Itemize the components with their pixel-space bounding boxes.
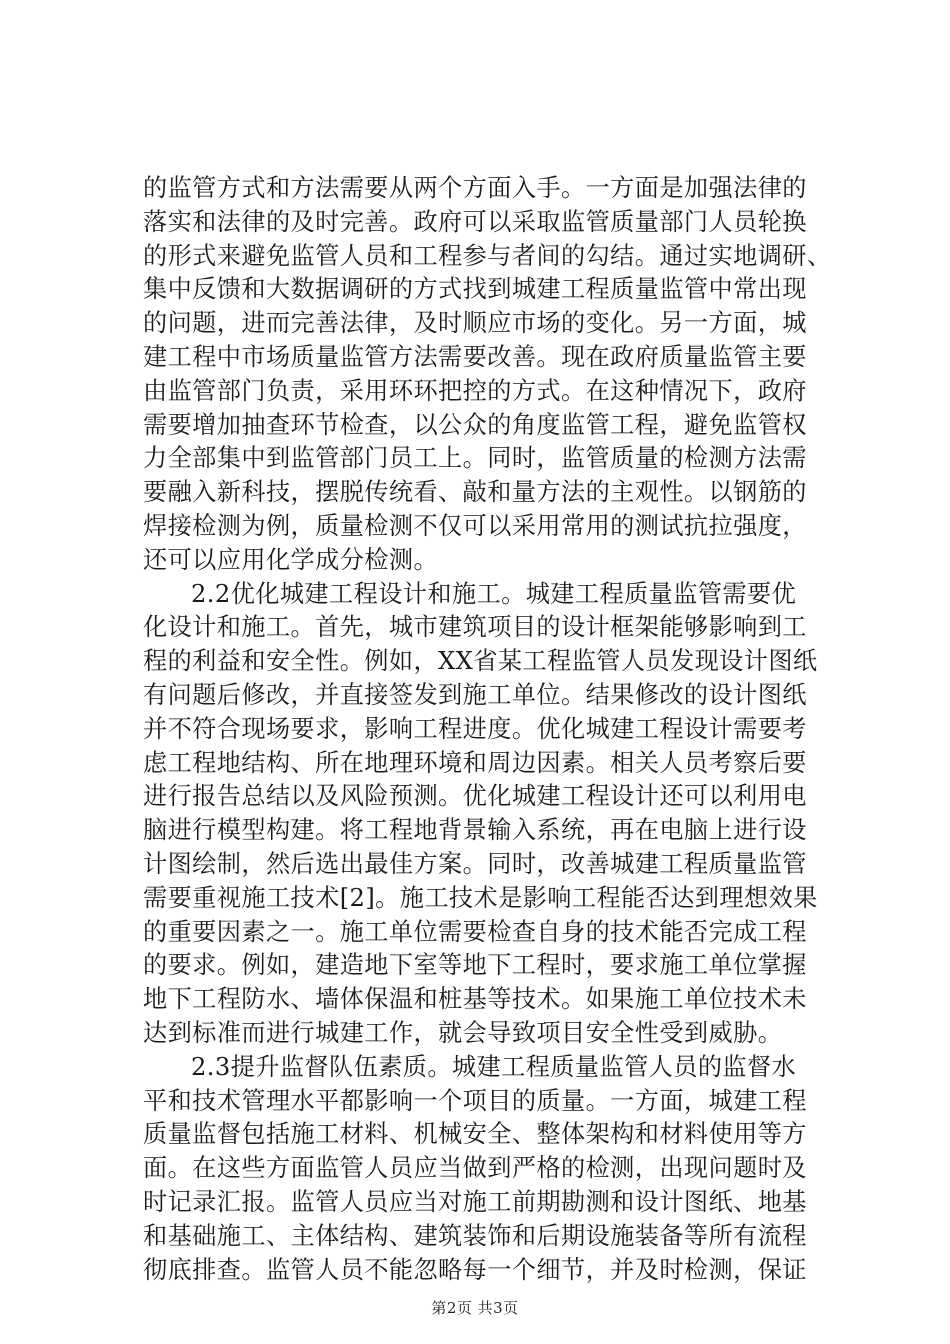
text-line: 质量监督包括施工材料、机械安全、整体架构和材料使用等方 xyxy=(143,1120,807,1149)
text-line: 计图绘制，然后选出最佳方案。同时，改善城建工程质量监管 xyxy=(143,849,807,878)
text-line: 面。在这些方面监管人员应当做到严格的检测，出现问题时及 xyxy=(143,1154,807,1183)
text-line: 彻底排查。监管人员不能忽略每一个细节，并及时检测，保证 xyxy=(143,1255,807,1284)
text-line: 进行报告总结以及风险预测。优化城建工程设计还可以利用电 xyxy=(143,782,807,811)
text-line: 时记录汇报。监管人员应当对施工前期勘测和设计图纸、地基 xyxy=(143,1187,807,1216)
text-line: 力全部集中到监管部门员工上。同时，监管质量的检测方法需 xyxy=(143,444,807,473)
text-line: 平和技术管理水平都影响一个项目的质量。一方面，城建工程 xyxy=(143,1086,807,1115)
text-line: 焊接检测为例，质量检测不仅可以采用常用的测试抗拉强度， xyxy=(143,511,807,540)
text-line: 的要求。例如，建造地下室等地下工程时，要求施工单位掌握 xyxy=(143,951,807,980)
page-footer: 第2页 共3页 xyxy=(431,1299,519,1317)
text-line: 建工程中市场质量监管方法需要改善。现在政府质量监管主要 xyxy=(143,342,807,371)
text-line: 的监管方式和方法需要从两个方面入手。一方面是加强法律的 xyxy=(143,174,807,202)
text-line: 需要增加抽查环节检查，以公众的角度监管工程，避免监管权 xyxy=(143,410,807,439)
text-line: 的问题，进而完善法律，及时顺应市场的变化。另一方面，城 xyxy=(143,309,807,338)
text-line: 落实和法律的及时完善。政府可以采取监管质量部门人员轮换 xyxy=(143,207,807,236)
text-line: 化设计和施工。首先，城市建筑项目的设计框架能够影响到工 xyxy=(143,613,807,642)
text-line: 虑工程地结构、所在地理环境和周边因素。相关人员考察后要 xyxy=(143,748,807,777)
text-line: 还可以应用化学成分检测。 xyxy=(143,545,439,574)
text-line: 的形式来避免监管人员和工程参与者间的勾结。通过实地调研、 xyxy=(143,241,832,270)
text-line: 达到标准而进行城建工作，就会导致项目安全性受到威胁。 xyxy=(143,1018,783,1047)
text-line: 的重要因素之一。施工单位需要检查自身的技术能否完成工程 xyxy=(143,917,807,946)
text-line: 有问题后修改，并直接签发到施工单位。结果修改的设计图纸 xyxy=(143,680,807,709)
text-line: 程的利益和安全性。例如，XX省某工程监管人员发现设计图纸 xyxy=(143,647,818,676)
text-line: 并不符合现场要求，影响工程进度。优化城建工程设计需要考 xyxy=(143,714,807,743)
text-line: 由监管部门负责，采用环环把控的方式。在这种情况下，政府 xyxy=(143,376,807,405)
text-line: 脑进行模型构建。将工程地背景输入系统，再在电脑上进行设 xyxy=(143,816,807,845)
text-line: 集中反馈和大数据调研的方式找到城建工程质量监管中常出现 xyxy=(143,275,807,304)
text-line: 地下工程防水、墙体保温和桩基等技术。如果施工单位技术未 xyxy=(143,985,807,1014)
text-line: 需要重视施工技术[2]。施工技术是影响工程能否达到理想效果 xyxy=(143,883,818,912)
section-heading-line: 2.3提升监督队伍素质。城建工程质量监管人员的监督水 xyxy=(191,1052,797,1081)
text-line: 要融入新科技，摆脱传统看、敲和量方法的主观性。以钢筋的 xyxy=(143,478,807,507)
section-heading-line: 2.2优化城建工程设计和施工。城建工程质量监管需要优 xyxy=(191,579,797,608)
body-text xyxy=(143,172,843,1287)
text-line: 和基础施工、主体结构、建筑装饰和后期设施装备等所有流程 xyxy=(143,1221,807,1250)
